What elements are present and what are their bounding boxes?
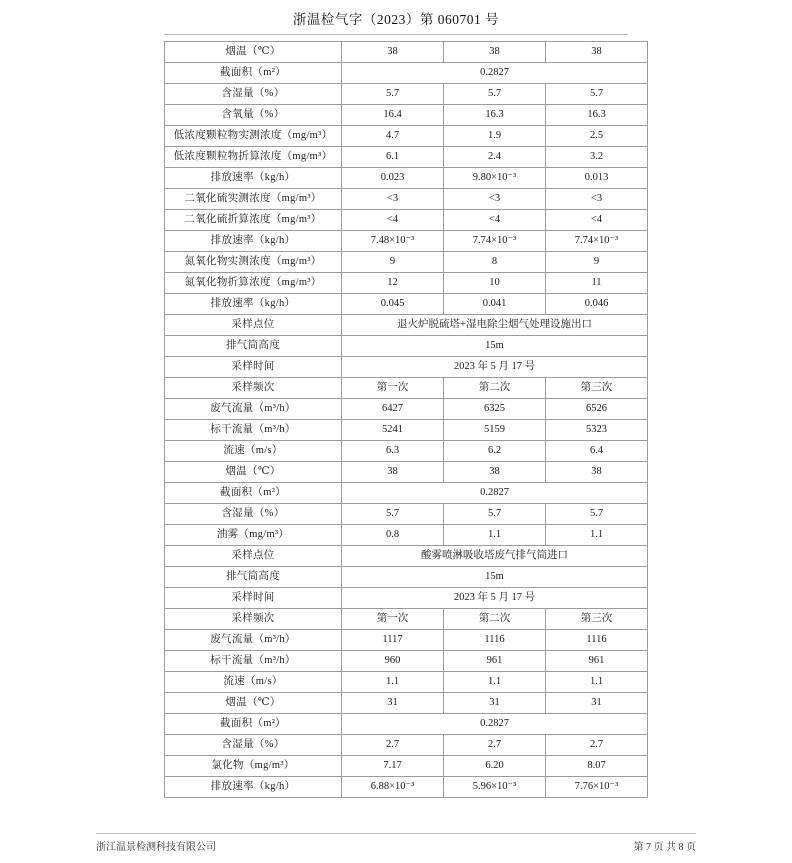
row-label: 含氧量（%）: [165, 105, 342, 126]
row-value: 第二次: [444, 609, 546, 630]
table-row: [165, 504, 648, 525]
row-label: 烟温（℃）: [165, 462, 342, 483]
footer-divider: [96, 833, 696, 834]
row-value: 1.1: [444, 525, 546, 546]
row-label: 标干流量（m³/h）: [165, 651, 342, 672]
table-row: [165, 609, 648, 630]
row-value: 0.041: [444, 294, 546, 315]
row-label: 采样点位: [165, 546, 342, 567]
row-value: 31: [342, 693, 444, 714]
row-value: 2.7: [342, 735, 444, 756]
row-value: 0.023: [342, 168, 444, 189]
row-value: 6.2: [444, 441, 546, 462]
row-value: 7.76×10⁻³: [546, 777, 648, 798]
row-label: 截面积（m²）: [165, 483, 342, 504]
row-label: 氯化物（mg/m³）: [165, 756, 342, 777]
row-value: 第三次: [546, 609, 648, 630]
row-value: <3: [444, 189, 546, 210]
row-label: 含湿量（%）: [165, 735, 342, 756]
row-value-merged: 0.2827: [342, 714, 648, 735]
row-value: 9.80×10⁻³: [444, 168, 546, 189]
row-value: 38: [546, 462, 648, 483]
row-label: 流速（m/s）: [165, 441, 342, 462]
row-value: 6526: [546, 399, 648, 420]
row-value: <3: [342, 189, 444, 210]
row-label: 截面积（m²）: [165, 714, 342, 735]
table-row: [165, 357, 648, 378]
row-value: 第一次: [342, 378, 444, 399]
page-title: 浙温检气字（2023）第 060701 号: [292, 12, 500, 27]
page-footer: [0, 833, 792, 853]
table-row: [165, 168, 648, 189]
row-label: 氮氧化物实测浓度（mg/m³）: [165, 252, 342, 273]
row-value-merged: 酸雾喷淋吸收塔废气排气筒进口: [342, 546, 648, 567]
table-row: [165, 462, 648, 483]
row-value: 11: [546, 273, 648, 294]
row-value: 5.7: [342, 84, 444, 105]
row-label: 排气筒高度: [165, 336, 342, 357]
header-divider: [164, 34, 628, 35]
row-value: 5159: [444, 420, 546, 441]
table-row: [165, 105, 648, 126]
row-value: 5.7: [444, 84, 546, 105]
row-value: 5.7: [342, 504, 444, 525]
emission-data-table: [164, 41, 648, 798]
row-value: 38: [444, 462, 546, 483]
table-row: [165, 735, 648, 756]
footer-page-number: 第 7 页 共 8 页: [633, 842, 696, 853]
row-value: 5.7: [546, 84, 648, 105]
row-value: 31: [546, 693, 648, 714]
table-row: [165, 756, 648, 777]
row-value: 3.2: [546, 147, 648, 168]
row-label: 采样时间: [165, 357, 342, 378]
row-value-merged: 0.2827: [342, 483, 648, 504]
row-value: 16.4: [342, 105, 444, 126]
row-label: 氮氧化物折算浓度（mg/m³）: [165, 273, 342, 294]
row-value: 0.045: [342, 294, 444, 315]
table-body: [165, 42, 648, 798]
table-row: [165, 672, 648, 693]
row-value: 12: [342, 273, 444, 294]
table-row: [165, 189, 648, 210]
table-row: [165, 273, 648, 294]
row-value: 第一次: [342, 609, 444, 630]
row-value: 7.74×10⁻³: [444, 231, 546, 252]
table-row: [165, 84, 648, 105]
table-row: [165, 294, 648, 315]
row-label: 排放速率（kg/h）: [165, 777, 342, 798]
table-row: [165, 63, 648, 84]
row-value: 31: [444, 693, 546, 714]
row-value: 1116: [546, 630, 648, 651]
row-value: 6.4: [546, 441, 648, 462]
row-value: <4: [342, 210, 444, 231]
row-label: 含湿量（%）: [165, 504, 342, 525]
row-value: 1117: [342, 630, 444, 651]
table-row: [165, 483, 648, 504]
row-value: 960: [342, 651, 444, 672]
table-row: [165, 693, 648, 714]
row-label: 低浓度颗粒物折算浓度（mg/m³）: [165, 147, 342, 168]
table-row: [165, 336, 648, 357]
row-label: 排放速率（kg/h）: [165, 231, 342, 252]
row-value: 1.9: [444, 126, 546, 147]
row-value: 16.3: [444, 105, 546, 126]
table-row: [165, 588, 648, 609]
table-row: [165, 567, 648, 588]
row-label: 含湿量（%）: [165, 84, 342, 105]
table-row: [165, 315, 648, 336]
row-label: 排放速率（kg/h）: [165, 168, 342, 189]
table-row: [165, 651, 648, 672]
row-value: 1.1: [546, 525, 648, 546]
table-row: [165, 210, 648, 231]
row-value: 961: [546, 651, 648, 672]
row-value-merged: 0.2827: [342, 63, 648, 84]
row-value: <4: [444, 210, 546, 231]
table-row: [165, 777, 648, 798]
row-value-merged: 2023 年 5 月 17 号: [342, 588, 648, 609]
row-value: 38: [342, 42, 444, 63]
row-value: 5.96×10⁻³: [444, 777, 546, 798]
footer-company-name: 浙江温景检测科技有限公司: [96, 842, 216, 853]
row-value: 0.013: [546, 168, 648, 189]
row-value: 2.7: [546, 735, 648, 756]
row-value: 5.7: [546, 504, 648, 525]
row-label: 低浓度颗粒物实测浓度（mg/m³）: [165, 126, 342, 147]
row-value: <4: [546, 210, 648, 231]
row-value: 9: [546, 252, 648, 273]
row-value: 7.74×10⁻³: [546, 231, 648, 252]
row-value: 38: [546, 42, 648, 63]
row-value-merged: 15m: [342, 336, 648, 357]
table-row: [165, 420, 648, 441]
table-row: [165, 441, 648, 462]
table-row: [165, 630, 648, 651]
row-value: 961: [444, 651, 546, 672]
row-value: 6.20: [444, 756, 546, 777]
table-row: [165, 525, 648, 546]
row-value: <3: [546, 189, 648, 210]
table-row: [165, 546, 648, 567]
row-label: 流速（m/s）: [165, 672, 342, 693]
row-value: 8.07: [546, 756, 648, 777]
table-row: [165, 231, 648, 252]
row-value: 16.3: [546, 105, 648, 126]
table-row: [165, 714, 648, 735]
emission-data-table-wrapper: [164, 41, 628, 798]
row-value: 6325: [444, 399, 546, 420]
row-value: 5323: [546, 420, 648, 441]
row-value: 5241: [342, 420, 444, 441]
row-value: 2.7: [444, 735, 546, 756]
row-label: 采样点位: [165, 315, 342, 336]
row-value: 第二次: [444, 378, 546, 399]
row-value: 6.88×10⁻³: [342, 777, 444, 798]
row-value: 6.3: [342, 441, 444, 462]
row-label: 烟温（℃）: [165, 693, 342, 714]
row-value: 10: [444, 273, 546, 294]
row-label: 采样频次: [165, 609, 342, 630]
row-value-merged: 2023 年 5 月 17 号: [342, 357, 648, 378]
table-row: [165, 399, 648, 420]
row-value-merged: 15m: [342, 567, 648, 588]
row-label: 烟温（℃）: [165, 42, 342, 63]
row-value: 0.046: [546, 294, 648, 315]
row-value-merged: 退火炉脱硫塔+湿电除尘烟气处理设施出口: [342, 315, 648, 336]
table-row: [165, 126, 648, 147]
table-row: [165, 252, 648, 273]
row-label: 废气流量（m³/h）: [165, 630, 342, 651]
row-value: 1116: [444, 630, 546, 651]
row-value: 8: [444, 252, 546, 273]
row-value: 第三次: [546, 378, 648, 399]
row-value: 38: [444, 42, 546, 63]
row-value: 4.7: [342, 126, 444, 147]
row-label: 油雾（mg/m³）: [165, 525, 342, 546]
row-value: 9: [342, 252, 444, 273]
table-row: [165, 42, 648, 63]
row-label: 截面积（m²）: [165, 63, 342, 84]
row-label: 采样时间: [165, 588, 342, 609]
table-row: [165, 378, 648, 399]
row-label: 采样频次: [165, 378, 342, 399]
row-label: 排气筒高度: [165, 567, 342, 588]
row-label: 二氧化硫实测浓度（mg/m³）: [165, 189, 342, 210]
row-label: 标干流量（m³/h）: [165, 420, 342, 441]
row-label: 排放速率（kg/h）: [165, 294, 342, 315]
row-value: 1.1: [546, 672, 648, 693]
table-row: [165, 147, 648, 168]
row-value: 7.48×10⁻³: [342, 231, 444, 252]
row-value: 1.1: [342, 672, 444, 693]
row-value: 38: [342, 462, 444, 483]
row-value: 2.4: [444, 147, 546, 168]
row-value: 7.17: [342, 756, 444, 777]
row-value: 5.7: [444, 504, 546, 525]
row-label: 废气流量（m³/h）: [165, 399, 342, 420]
row-value: 0.8: [342, 525, 444, 546]
row-label: 二氧化硫折算浓度（mg/m³）: [165, 210, 342, 231]
row-value: 2.5: [546, 126, 648, 147]
row-value: 6.1: [342, 147, 444, 168]
row-value: 6427: [342, 399, 444, 420]
row-value: 1.1: [444, 672, 546, 693]
